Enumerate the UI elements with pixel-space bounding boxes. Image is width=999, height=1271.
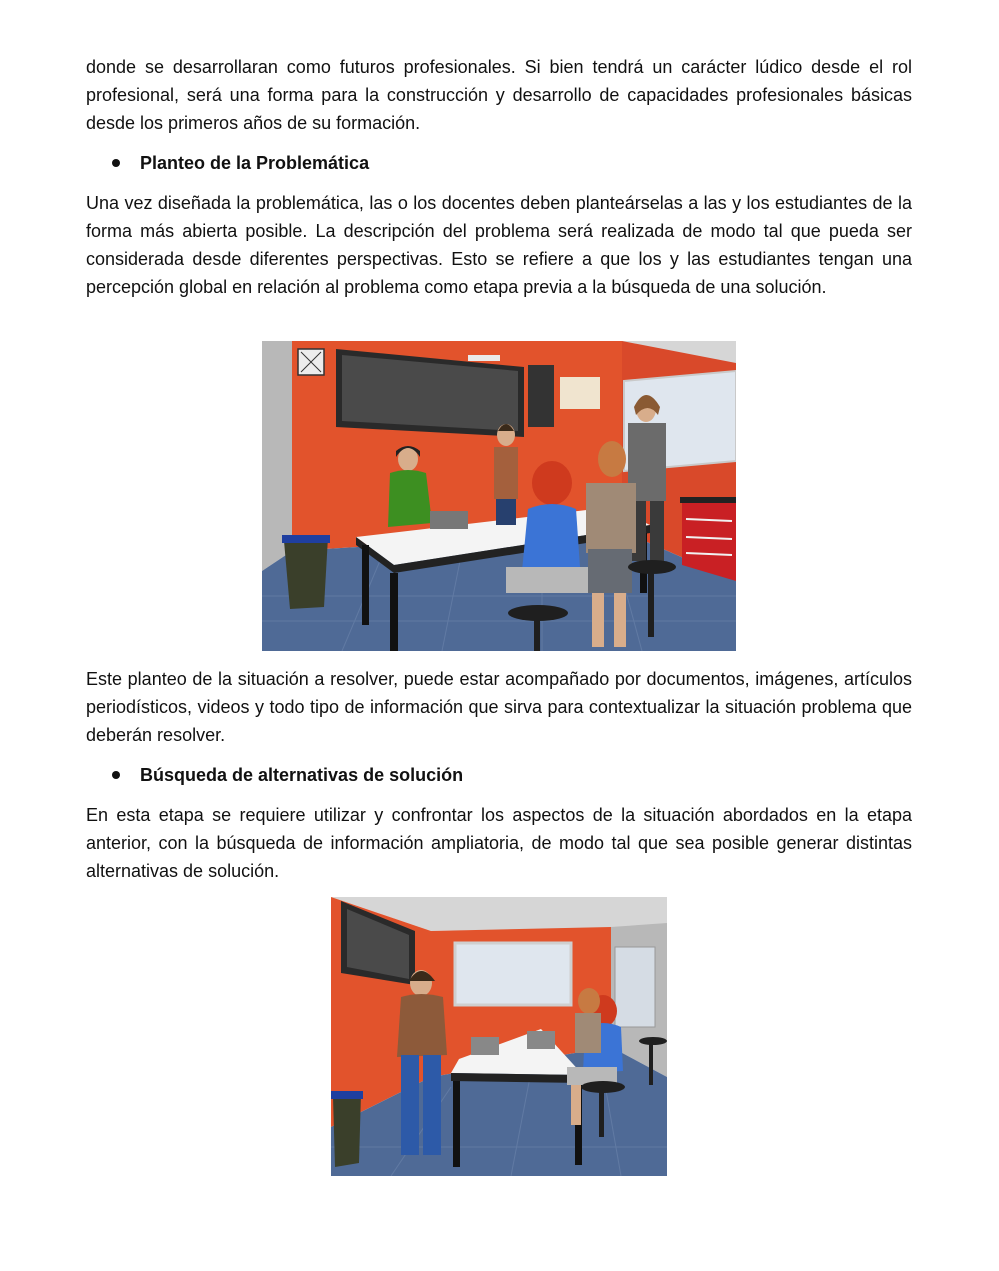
- bullet-icon: [112, 771, 120, 779]
- section-heading-planteo: [112, 149, 369, 177]
- section-heading-busqueda: [112, 761, 463, 789]
- paragraph-contexto: Este planteo de la situación a resolver, puede estar acompañado por documentos, imágenes, artículos periodísticos, videos y todo tipo de información que sirva para contextualizar la situación problema que deberán resolver.: [86, 669, 912, 745]
- section-heading-text: Planteo de la Problemática: [140, 153, 370, 173]
- paragraph-intro: donde se desarrollaran como futuros profesionales. Si bien tendrá un carácter lúdico desde el rol profesional, será una forma para la construcción y desarrollo de capacidades profesionales básicas desde los primeros años de su formación.: [86, 57, 912, 133]
- paragraph-planteo: Una vez diseñada la problemática, las o los docentes deben planteárselas a las y los estudiantes de la forma más abierta posible. La descripción del problema será realizada de modo tal que pueda ser considerada desde diferentes perspectivas. Esto se refiere a que los y las estudiantes tengan una percepción global en relación al problema como etapa previa a la búsqueda de una solución.: [86, 193, 912, 297]
- section-heading-text: Búsqueda de alternativas de solución: [140, 765, 464, 785]
- bullet-icon: [112, 159, 120, 167]
- paragraph-busqueda: En esta etapa se requiere utilizar y confrontar los aspectos de la situación abordados en la etapa anterior, con la búsqueda de información ampliatoria, de modo tal que sea posible generar distintas alternativas de solución.: [86, 805, 912, 881]
- classroom-image-2: [331, 897, 667, 1176]
- classroom-image-1: [262, 341, 736, 651]
